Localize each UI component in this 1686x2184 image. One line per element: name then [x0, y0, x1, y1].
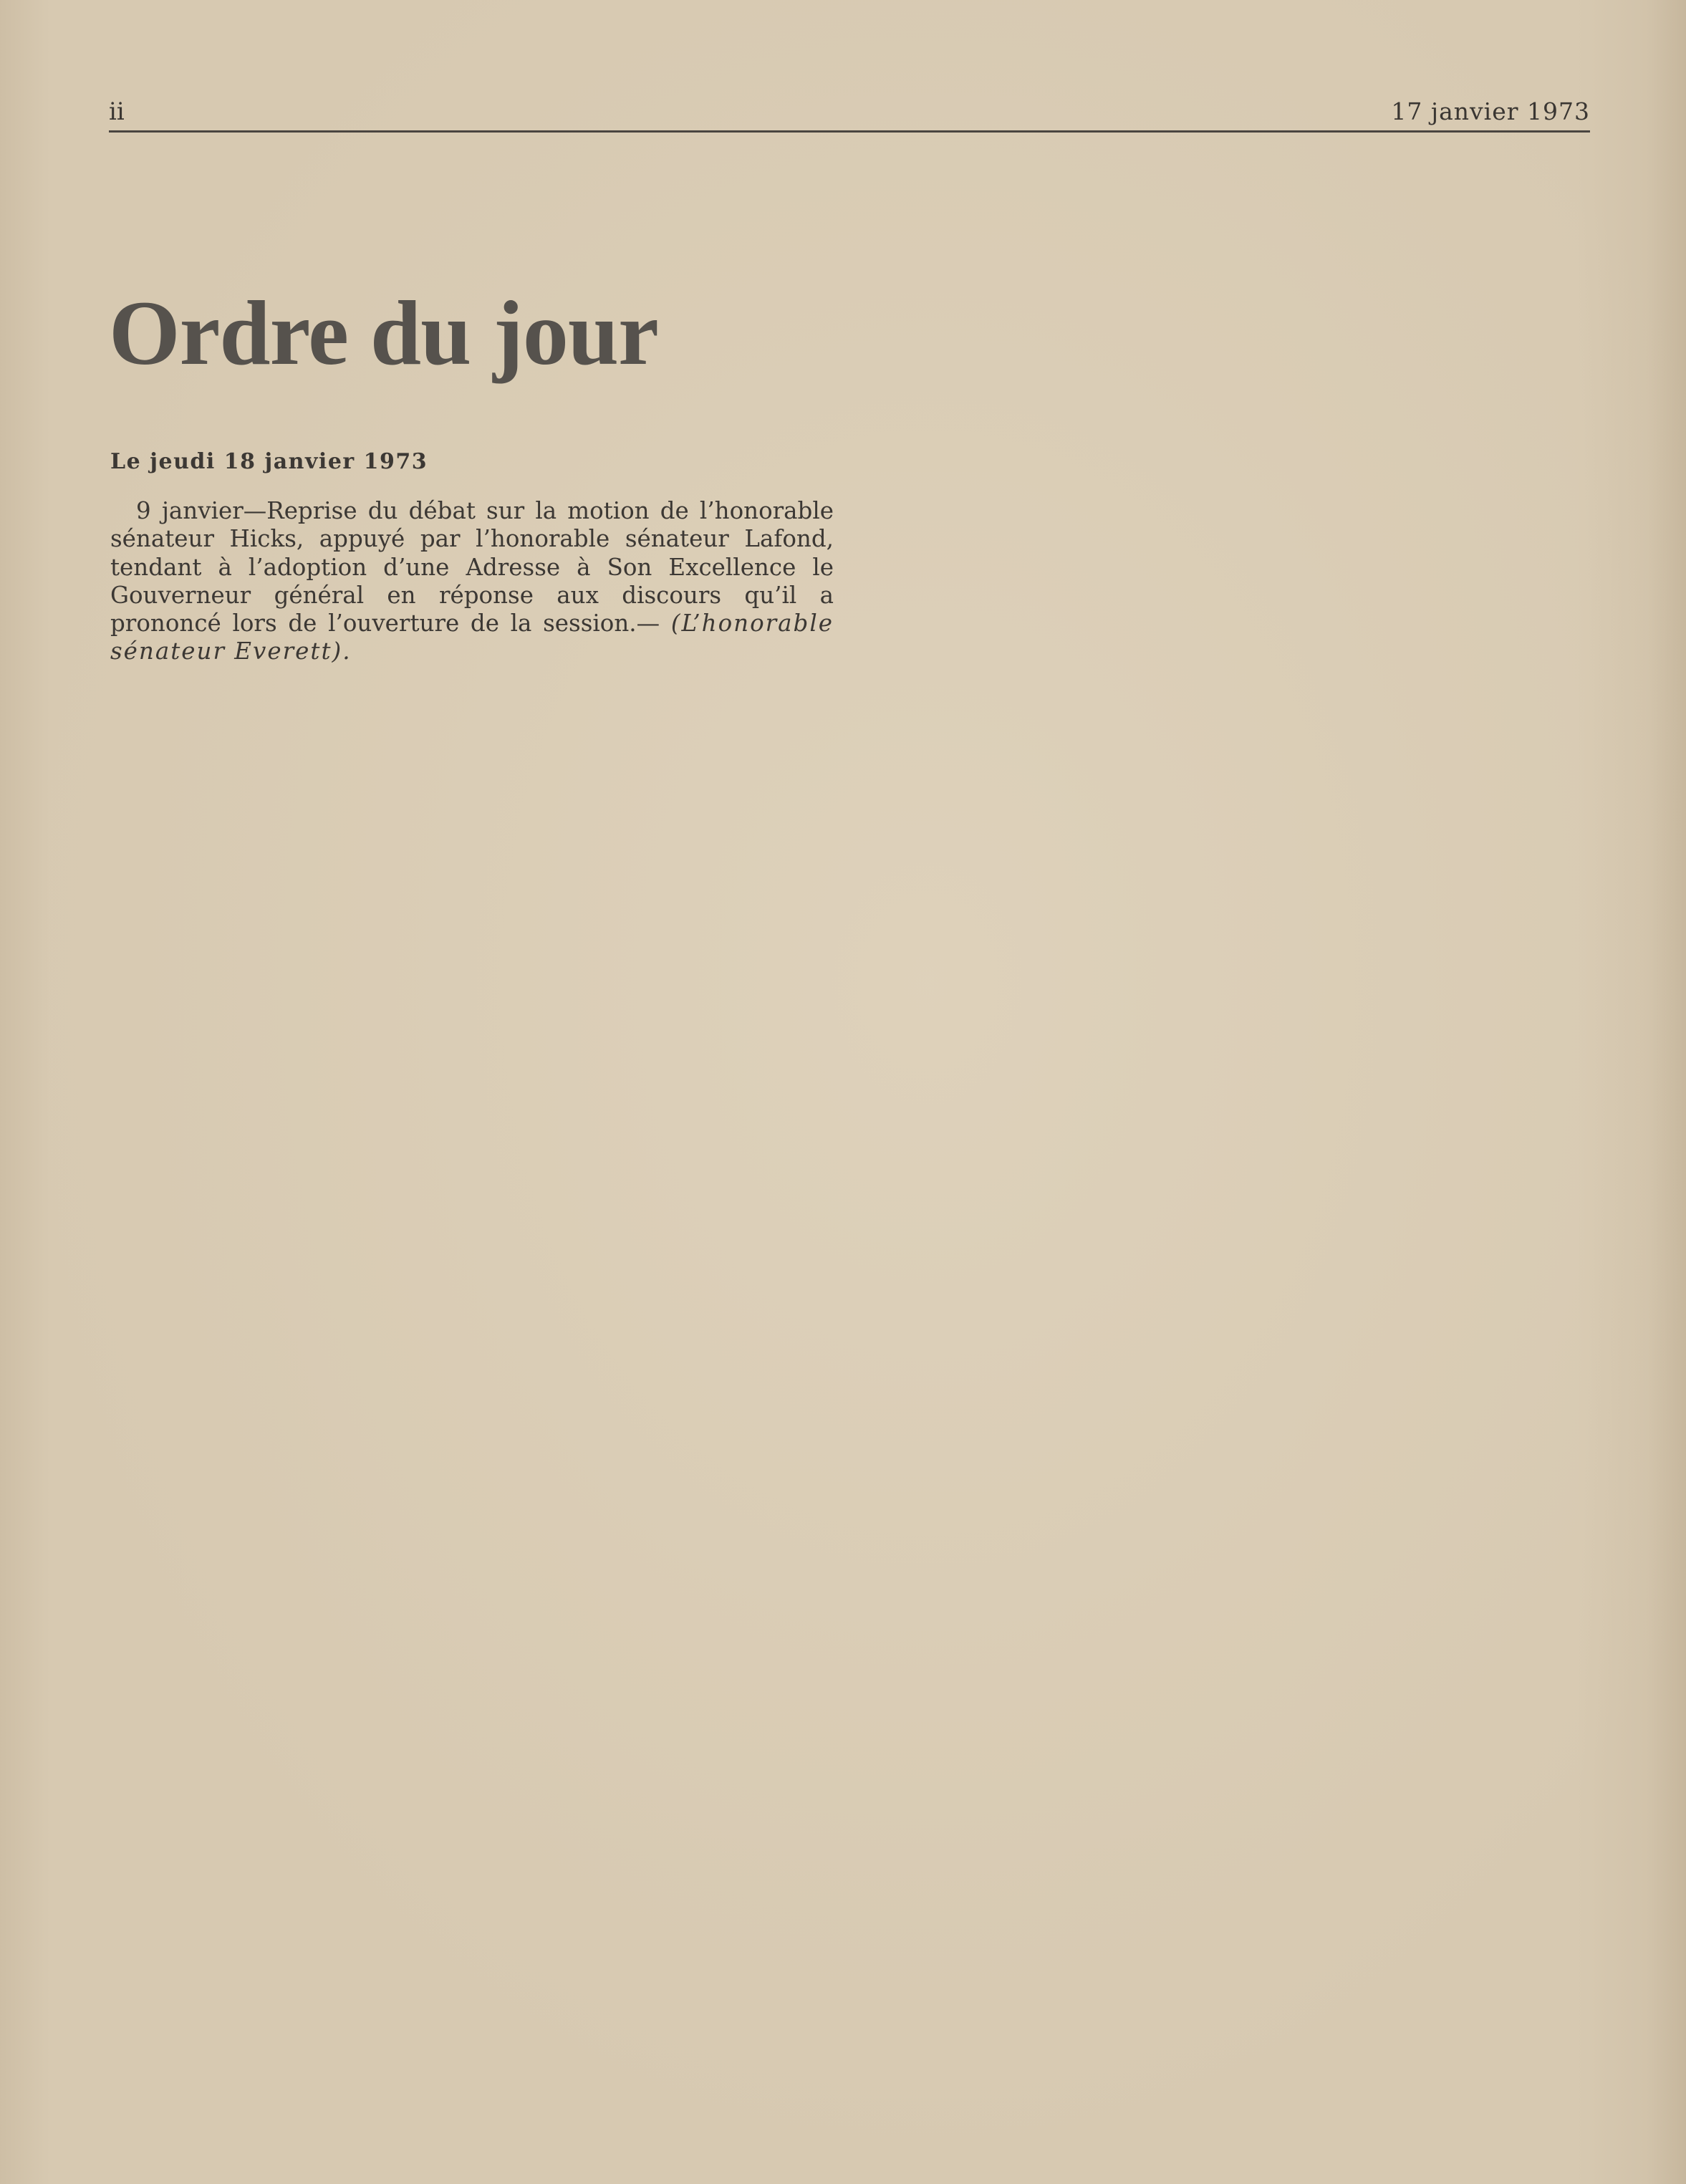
page-header [109, 97, 1590, 133]
header-date: 17 janvier 1973 [1391, 97, 1590, 125]
page-title: Ordre du jour [109, 282, 658, 384]
sitting-date: Le jeudi 18 janvier 1973 [110, 449, 428, 474]
entry-attribution: (L’honorable sénateur Everett). [110, 610, 834, 665]
page-number: ii [109, 97, 125, 126]
order-entry [110, 497, 834, 666]
entry-text: 9 janvier—Reprise du débat sur la motion de l’honorable sénateur Hicks, appuyé par l’honorable sénateur Lafond, tendant à l’adoption d’une Adresse à Son Excellence le Gouverneur général en réponse aux discours qu’il a prononcé lors de l’ouverture de la session.— [110, 497, 834, 638]
